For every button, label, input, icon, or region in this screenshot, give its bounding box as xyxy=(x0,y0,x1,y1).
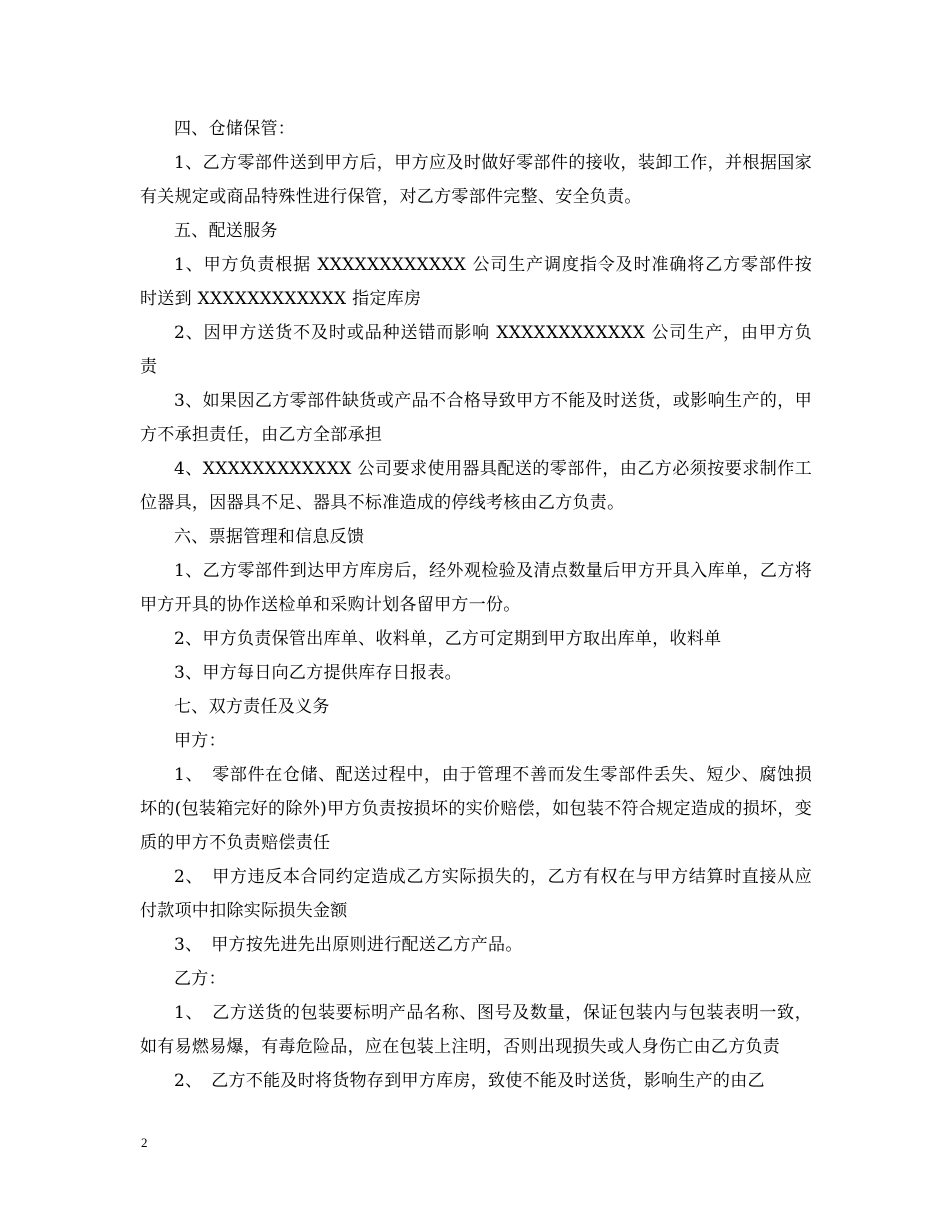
clause-paragraph: 2、因甲方送货不及时或品种送错而影响 XXXXXXXXXXXX 公司生产，由甲方负责 xyxy=(140,323,812,377)
clause-paragraph: 1、 零部件在仓储、配送过程中，由于管理不善而发生零部件丢失、短少、腐蚀损坏的(包装箱完好的除外)甲方负责按损坏的实价赔偿，如包装不符合规定造成的损坏，变质的甲方不负责赔偿责任 xyxy=(140,765,812,853)
section-heading-documents: 六、票据管理和信息反馈 xyxy=(174,527,365,547)
clause-paragraph: 1、乙方零部件送到甲方后，甲方应及时做好零部件的接收，装卸工作，并根据国家有关规定或商品特殊性进行保管，对乙方零部件完整、安全负责。 xyxy=(140,153,812,207)
clause-paragraph: 2、甲方负责保管出库单、收料单，乙方可定期到甲方取出库单，收料单 xyxy=(174,629,722,649)
clause-paragraph: 1、 乙方送货的包装要标明产品名称、图号及数量，保证包装内与包装表明一致，如有易燃易爆，有毒危险品，应在包装上注明，否则出现损失或人身伤亡由乙方负责 xyxy=(140,1003,812,1057)
clause-paragraph: 4、XXXXXXXXXXXX 公司要求使用器具配送的零部件，由乙方必须按要求制作工位器具，因器具不足、器具不标准造成的停线考核由乙方负责。 xyxy=(140,459,812,513)
clause-paragraph: 3、如果因乙方零部件缺货或产品不合格导致甲方不能及时送货，或影响生产的，甲方不承担责任，由乙方全部承担 xyxy=(140,391,812,445)
party-b-heading: 乙方： xyxy=(174,969,226,989)
clause-paragraph: 2、 乙方不能及时将货物存到甲方库房，致使不能及时送货，影响生产的由乙 xyxy=(174,1071,765,1091)
party-a-heading: 甲方： xyxy=(174,731,226,751)
section-heading-storage: 四、仓储保管： xyxy=(174,119,296,139)
section-heading-responsibilities: 七、双方责任及义务 xyxy=(174,697,330,717)
clause-paragraph: 3、甲方每日向乙方提供库存日报表。 xyxy=(174,663,462,683)
section-heading-delivery: 五、配送服务 xyxy=(174,221,278,241)
page-number: 2 xyxy=(141,1135,148,1150)
clause-paragraph: 2、 甲方违反本合同约定造成乙方实际损失的，乙方有权在与甲方结算时直接从应付款项中扣除实际损失金额 xyxy=(140,867,812,921)
clause-paragraph: 3、 甲方按先进先出原则进行配送乙方产品。 xyxy=(174,935,523,955)
clause-paragraph: 1、乙方零部件到达甲方库房后，经外观检验及清点数量后甲方开具入库单，乙方将甲方开具的协作送检单和采购计划各留甲方一份。 xyxy=(140,561,812,615)
clause-paragraph: 1、甲方负责根据 XXXXXXXXXXXX 公司生产调度指令及时准确将乙方零部件按时送到 XXXXXXXXXXXX 指定库房 xyxy=(140,255,812,309)
document-body xyxy=(140,112,812,1098)
